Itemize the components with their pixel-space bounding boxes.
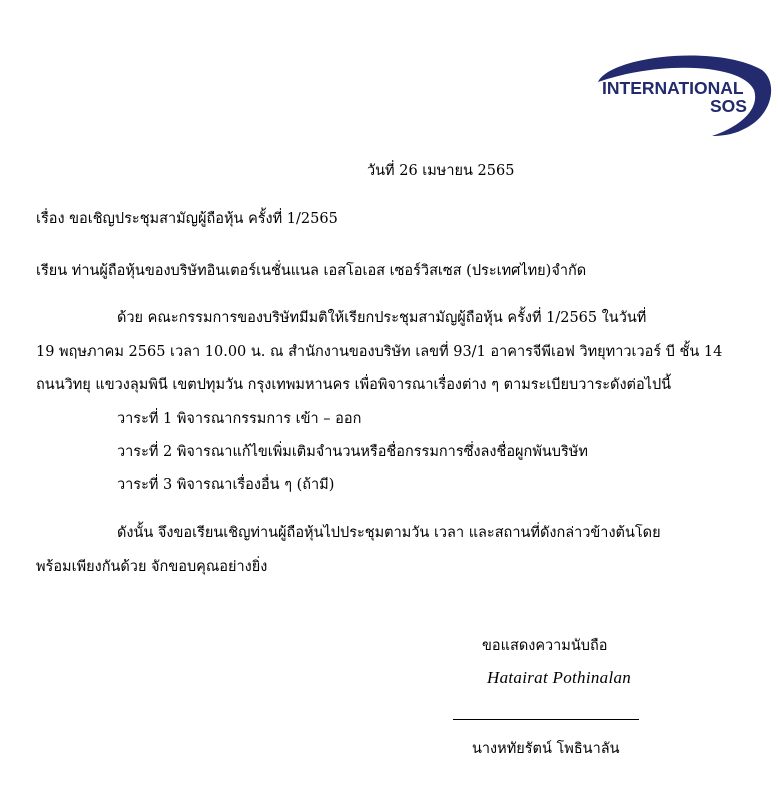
letter-addressee: เรียน ท่านผู้ถือหุ้นของบริษัทอินเตอร์เนชั่นแนล เอสโอเอส เซอร์วิสเซส (ประเทศไทย)จำกัด	[36, 263, 587, 279]
agenda-item-2: วาระที่ 2 พิจารณาแก้ไขเพิ่มเติมจำนวนหรือชื่อกรรมการซึ่งลงชื่อผูกพันบริษัท	[117, 444, 588, 460]
body-para2-line2: พร้อมเพียงกันด้วย จักขอบคุณอย่างยิ่ง	[36, 559, 268, 575]
body-para1-line1: ด้วย คณะกรรมการของบริษัทมีมติให้เรียกประชุมสามัญผู้ถือหุ้น ครั้งที่ 1/2565 ในวันที่	[117, 310, 647, 326]
letter-date: วันที่ 26 เมษายน 2565	[367, 163, 515, 179]
agenda-item-3: วาระที่ 3 พิจารณาเรื่องอื่น ๆ (ถ้ามี)	[117, 477, 335, 493]
body-para1-line2: 19 พฤษภาคม 2565 เวลา 10.00 น. ณ สำนักงานของบริษัท เลขที่ 93/1 อาคารจีพีเอฟ วิทยุทาวเวอร์ บี ชั้น 14	[36, 344, 723, 360]
signatory-name: นางหทัยรัตน์ โพธินาลัน	[472, 741, 620, 757]
logo-text-international: INTERNATIONAL	[602, 78, 744, 98]
handwritten-signature: Hatairat Pothinalan	[487, 668, 632, 687]
international-sos-logo	[592, 50, 772, 136]
body-para1-line3: ถนนวิทยุ แขวงลุมพินี เขตปทุมวัน กรุงเทพมหานคร เพื่อพิจารณาเรื่องต่าง ๆ ตามระเบียบวาระดังต่อไปนี้	[36, 377, 672, 393]
body-para2-line1: ดังนั้น จึงขอเรียนเชิญท่านผู้ถือหุ้นไปประชุมตามวัน เวลา และสถานที่ดังกล่าวข้างต้นโดย	[117, 525, 661, 541]
signature-line	[453, 719, 639, 720]
logo-text-sos: SOS	[710, 96, 747, 116]
closing-salutation: ขอแสดงความนับถือ	[482, 638, 608, 654]
letter-subject: เรื่อง ขอเชิญประชุมสามัญผู้ถือหุ้น ครั้งที่ 1/2565	[36, 211, 338, 227]
agenda-item-1: วาระที่ 1 พิจารณากรรมการ เข้า – ออก	[117, 411, 362, 427]
